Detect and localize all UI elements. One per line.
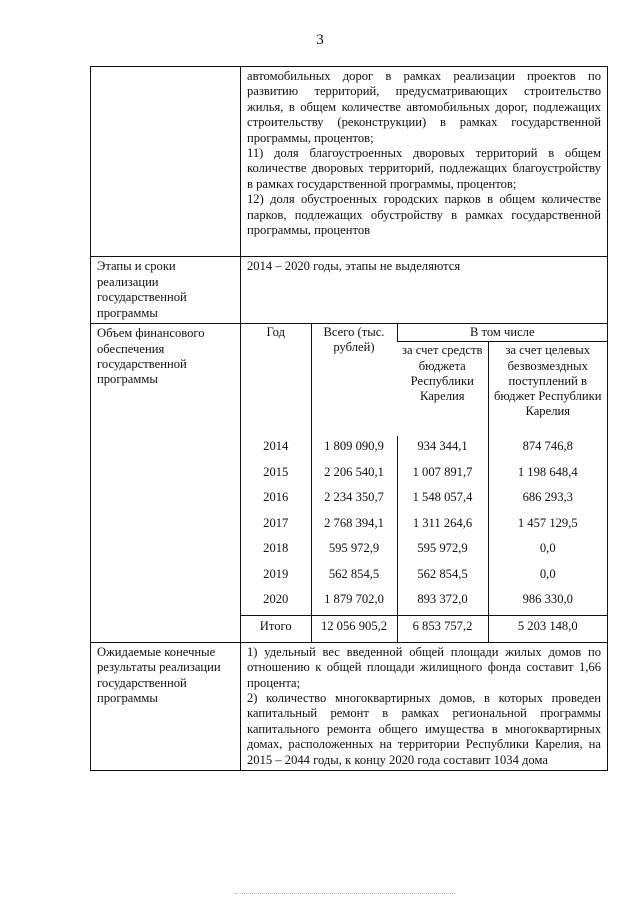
finance-year-row xyxy=(241,487,607,513)
indicators-row xyxy=(91,67,608,257)
result-item: 1) удельный вес введенной общей площади жилых домов по отношению к общей площади жилищного фонда составит 1,66 процента; xyxy=(247,644,601,690)
stages-label: Этапы и сроки реализации государственной программы xyxy=(91,257,241,324)
cell-budget: 595 972,9 xyxy=(397,538,488,564)
header-transfers: за счет целевых безвозмездных поступлений в бюджет Республики Карелия xyxy=(488,342,607,437)
indicators-label-cell xyxy=(91,67,241,257)
cell-total: 2 206 540,1 xyxy=(311,462,397,488)
cell-total: 2 234 350,7 xyxy=(311,487,397,513)
cell-budget: 934 344,1 xyxy=(397,436,488,462)
cell-year: 2020 xyxy=(263,592,289,607)
cell-total-budget: 6 853 757,2 xyxy=(397,615,488,642)
results-row xyxy=(91,642,608,770)
indicator-item: 11) доля благоустроенных дворовых территорий в общем количестве дворовых территорий, подлежащих благоустройству в рамках государственной программы, процентов; xyxy=(247,146,601,191)
cell-total: 1 879 702,0 xyxy=(311,589,397,615)
cell-transfers: 1 198 648,4 xyxy=(488,462,607,488)
cell-year: 2014 xyxy=(263,439,289,454)
finance-table xyxy=(241,323,607,642)
cell-transfers: 0,0 xyxy=(488,538,607,564)
cell-transfers: 0,0 xyxy=(488,564,607,590)
cell-total-sum: 12 056 905,2 xyxy=(311,615,397,642)
cell-total: 2 768 394,1 xyxy=(311,513,397,539)
header-budget: за счет средств бюджета Республики Карелия xyxy=(402,343,483,403)
results-label: Ожидаемые конечные результаты реализации государственной программы xyxy=(91,642,241,770)
cell-transfers: 1 457 129,5 xyxy=(488,513,607,539)
cell-transfers: 686 293,3 xyxy=(488,487,607,513)
cell-budget: 562 854,5 xyxy=(397,564,488,590)
cell-budget: 1 311 264,6 xyxy=(397,513,488,539)
indicators-text-cell xyxy=(241,67,608,257)
cell-transfers: 986 330,0 xyxy=(488,589,607,615)
header-including: В том числе xyxy=(397,324,607,342)
stages-value: 2014 – 2020 годы, этапы не выделяются xyxy=(241,257,608,324)
cell-transfers: 874 746,8 xyxy=(488,436,607,462)
finance-cell xyxy=(241,324,608,643)
finance-year-row xyxy=(241,436,607,462)
cell-year: 2016 xyxy=(263,490,289,505)
finance-year-row xyxy=(241,513,607,539)
finance-year-row xyxy=(241,589,607,615)
finance-total-row xyxy=(241,615,607,642)
header-total: Всего (тыс. рублей) xyxy=(311,324,397,437)
program-passport-table xyxy=(90,66,608,771)
result-item: 2) количество многоквартирных домов, в которых проведен капитальный ремонт в рамках региональной программы капитального ремонта общего имущества в многоквартирных домах, расположенных на территории Республики Карелия, на 2015 – 2044 годы, к концу 2020 года составит 1034 дома xyxy=(247,691,601,767)
finance-label: Объем финансового обеспечения государственной программы xyxy=(91,324,241,643)
indicator-item: автомобильных дорог в рамках реализации проектов по развитию территорий, предусматривающих строительство жилья, в общем количестве автомобильных дорог, подлежащих строительству (реконструкции) в рамках государственной программы, процентов; xyxy=(247,69,601,145)
cell-total: 562 854,5 xyxy=(311,564,397,590)
cell-total-label: Итого xyxy=(241,615,311,642)
finance-year-row xyxy=(241,564,607,590)
cell-budget: 1 548 057,4 xyxy=(397,487,488,513)
cell-total: 595 972,9 xyxy=(311,538,397,564)
finance-row xyxy=(91,324,608,643)
cell-total: 1 809 090,9 xyxy=(311,436,397,462)
page-number: 3 xyxy=(316,32,324,48)
cell-year: 2017 xyxy=(263,515,289,530)
finance-year-row xyxy=(241,538,607,564)
scan-edge-mark xyxy=(235,893,455,895)
cell-total-transfers: 5 203 148,0 xyxy=(488,615,607,642)
results-text-cell xyxy=(241,642,608,770)
finance-year-row xyxy=(241,462,607,488)
cell-year: 2018 xyxy=(263,541,289,556)
cell-budget: 1 007 891,7 xyxy=(397,462,488,488)
indicator-item: 12) доля обустроенных городских парков в общем количестве парков, подлежащих обустройству в рамках государственной программы, процентов xyxy=(247,192,601,238)
cell-year: 2015 xyxy=(263,464,289,479)
cell-year: 2019 xyxy=(263,566,289,581)
cell-budget: 893 372,0 xyxy=(397,589,488,615)
stages-row xyxy=(91,257,608,324)
header-year: Год xyxy=(241,324,311,437)
